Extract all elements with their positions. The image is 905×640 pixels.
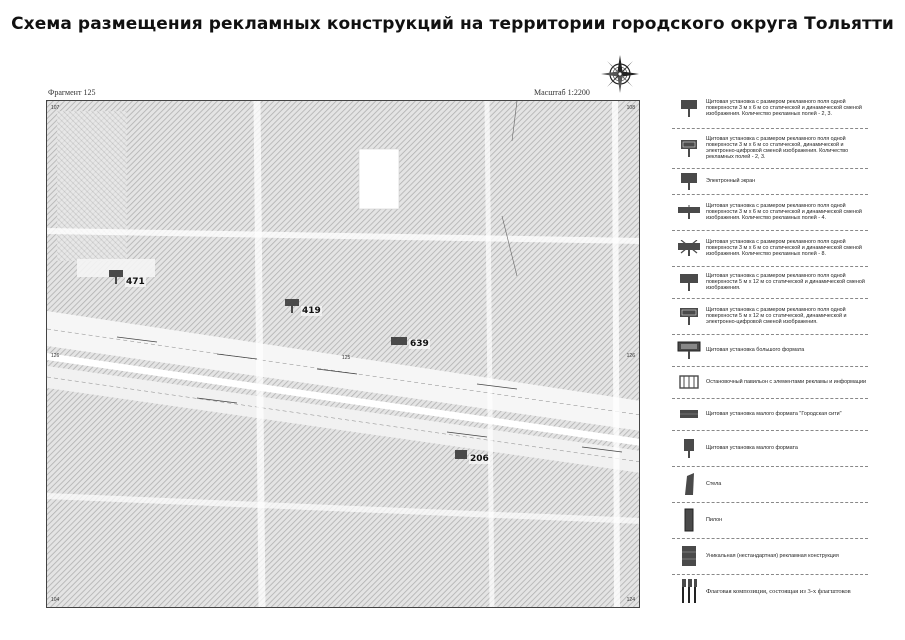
billboard-icon (109, 270, 123, 284)
page-title: Схема размещения рекламных конструкций на территории городского округа Тольятти (11, 14, 894, 34)
billboard-marker-206[interactable] (455, 450, 490, 464)
compass-rose-icon (600, 54, 640, 94)
legend-item: Стела (672, 466, 868, 503)
electronic-screen-icon (680, 172, 698, 190)
marker-number: 471 (126, 277, 145, 287)
billboard-eight-fields-icon (678, 240, 700, 256)
billboard-marker-639[interactable] (391, 337, 430, 349)
billboard-small-icon (455, 450, 467, 459)
corner-label-top-right: 108 (626, 105, 635, 111)
legend-item: Щитовая установка с размером рекламного поля одной поверхности 3 м х 6 м со статической и динамической сменой изображения. Количество рекламных полей - 4. (672, 194, 868, 231)
billboard-icon (285, 299, 299, 313)
legend-item: Остановочный павильон с элементами рекламы и информации (672, 366, 868, 399)
legend-item: Щитовая установка с размером рекламного поля одной поверхности 3 м х 6 м со статической и динамической сменой изображения. Количество рекламных полей - 8. (672, 230, 868, 267)
city-format-icon (679, 409, 699, 419)
billboard-icon (680, 99, 698, 117)
corner-label-top-left: 107 (51, 105, 60, 111)
legend-item: Щитовая установка малого формата "Городская сити" (672, 398, 868, 431)
corner-label-mid-left: 126 (51, 353, 60, 359)
legend-item: Щитовая установка малого формата (672, 430, 868, 467)
legend-item: Щитовая установка с размером рекламного поля одной поверхности 3 м х 6 м со статической и динамической сменой изображения. Количество рекламных полей - 2, 3. (672, 88, 868, 129)
billboard-marker-419[interactable] (285, 299, 322, 316)
legend-item: Пилон (672, 502, 868, 539)
legend-item: Щитовая установка большого формата (672, 334, 868, 367)
fragment-label: Фрагмент 125 (48, 88, 96, 97)
billboard-large-digital-icon (679, 307, 699, 325)
legend-item: Щитовая установка с размером рекламного поля одной поверхности 5 м х 12 м со статической и динамической сменой изображения. (672, 266, 868, 299)
legend-item: Флаговая композиция, состоящая из 3-х флагштоков (672, 574, 868, 608)
billboard-small-icon (391, 337, 407, 345)
corner-label-mid-right: 126 (626, 353, 635, 359)
unique-construction-icon (681, 545, 697, 567)
corner-label-bottom-left: 104 (51, 597, 60, 603)
billboard-digital-icon (680, 139, 698, 157)
corner-label-bottom-right: 124 (626, 597, 635, 603)
pylon-icon (683, 508, 695, 532)
stela-icon (683, 472, 695, 496)
scale-label: Масштаб 1:2200 (534, 88, 590, 97)
road-label: 125 (342, 355, 351, 361)
billboard-four-fields-icon (678, 205, 700, 219)
small-format-icon (683, 438, 695, 458)
billboard-large-icon (679, 273, 699, 291)
legend-item: Щитовая установка с размером рекламного поля одной поверхности 5 м х 12 м со статической, динамической и электронно-цифровой сменой изображения. (672, 298, 868, 335)
map-area[interactable] (46, 100, 640, 608)
marker-number: 639 (410, 339, 429, 349)
billboard-big-format-icon (677, 341, 701, 359)
marker-number: 419 (302, 306, 321, 316)
flag-composition-icon (680, 578, 698, 604)
legend-item: Щитовая установка с размером рекламного поля одной поверхности 3 м х 6 м со статической, динамической и электронно-цифровой сменой изображения. Количество рекламных полей - 2, 3. (672, 128, 868, 169)
legend-item: Электронный экран (672, 168, 868, 195)
billboard-marker-471[interactable] (109, 270, 146, 287)
bus-stop-pavilion-icon (679, 375, 699, 389)
marker-number: 206 (470, 454, 489, 464)
legend-item: Уникальная (нестандартная) рекламная конструкция (672, 538, 868, 575)
